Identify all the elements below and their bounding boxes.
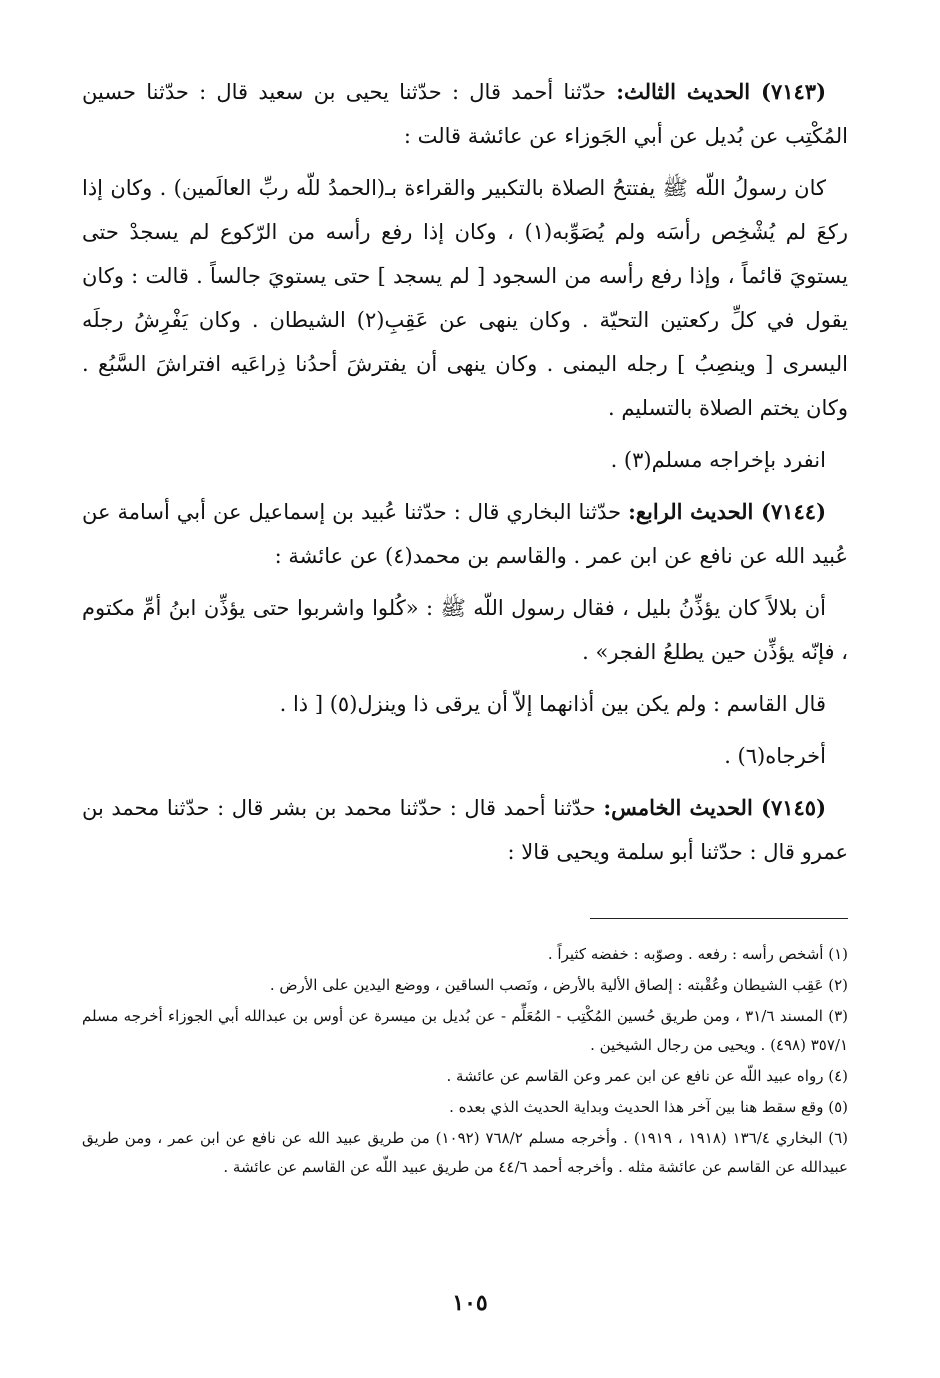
page-number: ١٠٥ <box>452 1290 488 1316</box>
hadith-7145-chain <box>82 786 848 874</box>
footnote-3: (٣) المسند ٣١/٦ ، ومن طريق حُسين المُكْتِب - المُعَلِّم - عن بُديل بن ميسرة عن أوس بن عبدالله أبي الجوزاء أخرجه مسلم ٣٥٧/١ (٤٩٨) . ويحيى من رجال الشيخين . <box>82 1007 848 1054</box>
hadith-7145-isnad: حدّثنا أحمد قال : حدّثنا محمد بن بشر قال : حدّثنا محمد بن عمرو قال : حدّثنا أبو سلمة ويحيى قالا : <box>82 796 848 864</box>
hadith-7144-isnad: حدّثنا البخاري قال : حدّثنا عُبيد بن إسماعيل عن أبي أسامة عن عُبيد الله عن نافع عن ابن عمر . والقاسم بن محمد(٤) عن عائشة : <box>82 500 848 568</box>
footnote-4: (٤) رواه عبيد اللّه عن نافع عن ابن عمر وعن القاسم عن عائشة . <box>446 1067 848 1085</box>
footnote-1: (١) أشخص رأسه : رفعه . وصوّبه : خفضه كثيراً . <box>547 945 848 963</box>
hadith-7143-chain <box>82 70 848 158</box>
footnote-2: (٢) عَقِب الشيطان وعُقْبته : إلصاق الألية بالأرض ، ونَصب الساقين ، ووضع اليدين على الأرض . <box>269 976 848 994</box>
hadith-7144-matn: أن بلالاً كان يؤذِّنُ بليل ، فقال رسول اللّه ﷺ : «كُلوا واشربوا حتى يؤذِّن ابنُ أمِّ مكتوم ، فإنّه يؤذِّن حين يطلعُ الفجر» . <box>82 596 848 664</box>
footnotes <box>82 940 848 1184</box>
footnote-separator <box>590 918 848 919</box>
hadith-7143-takhrij: انفرد بإخراجه مسلم(٣) . <box>610 448 826 472</box>
hadith-7144-chain <box>82 490 848 578</box>
footnote-5: (٥) وقع سقط هنا بين آخر هذا الحديث وبداية الحديث الذي بعده . <box>449 1098 848 1116</box>
hadith-7144-takhrij: أخرجاه(٦) . <box>724 744 826 768</box>
hadith-7143-matn: كان رسولُ اللّه ﷺ يفتتحُ الصلاة بالتكبير والقراءة بـ(الحمدُ للّه ربِّ العالَمين) . وكان إذا ركعَ لم يُشْخِص رأسَه ولم يُصَوِّبه(١) ، وكان إذا رفع رأسه من الرّكوع لم يسجدْ حتى يستويَ قائماً ، وإذا رفع رأسه من السجود [ لم يسجد ] حتى يستويَ جالساً . قالت : وكان يقول في كلِّ ركعتين التحيّة . وكان ينهى عن عَقِبِ(٢) الشيطان . وكان يَفْرِشُ رجلَه اليسرى [ وينصِبُ ] رجله اليمنى . وكان ينهى أن يفترشَ أحدُنا ذِراعَيه افتراشَ السَّبُع . وكان يختم الصلاة بالتسليم . <box>82 176 849 420</box>
hadith-7144-qasim-note: قال القاسم : ولم يكن بين أذانهما إلاّ أن يرقى ذا وينزل(٥) [ ذا . <box>279 692 826 716</box>
footnote-6: (٦) البخاري ١٣٦/٤ (١٩١٨ ، ١٩١٩) . وأخرجه مسلم ٧٦٨/٢ (١٠٩٢) من طريق عبيد الله عن نافع عن ابن عمر ، ومن طريق عبيدالله عن القاسم عن عائشة مثله . وأخرجه أحمد ٤٤/٦ من طريق عبيد اللّه عن القاسم عن عائشة . <box>82 1129 848 1176</box>
main-text <box>82 70 848 882</box>
hadith-7143-isnad: حدّثنا أحمد قال : حدّثنا يحيى بن سعيد قال : حدّثنا حسين المُكْتِب عن بُديل عن أبي الجَوزاء عن عائشة قالت : <box>82 80 848 148</box>
hadith-7145-heading: (٧١٤٥) الحديث الخامس: <box>603 795 826 820</box>
hadith-7144-heading: (٧١٤٤) الحديث الرابع: <box>628 499 826 524</box>
hadith-7143-heading: (٧١٤٣) الحديث الثالث: <box>616 79 826 104</box>
